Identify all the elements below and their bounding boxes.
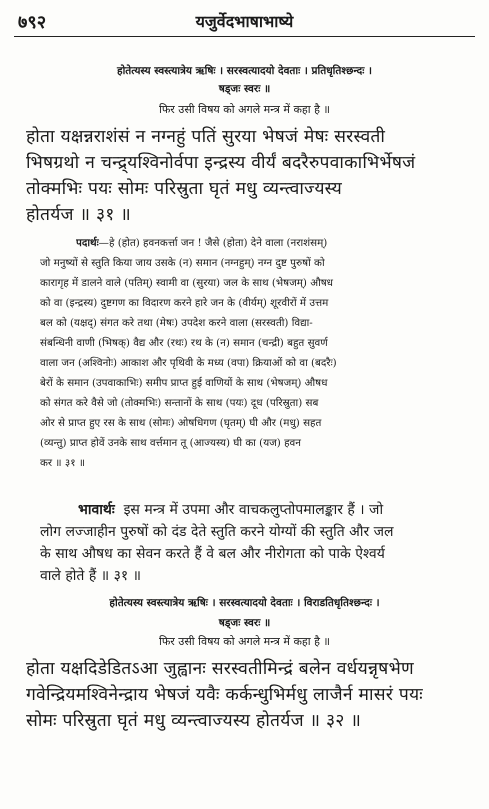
padartha-line: (व्यन्तु) प्राप्त होवें उनके साथ वर्त्तमान तू (आज्यस्य) घी का (यज) हवन xyxy=(40,437,301,449)
padartha-line: को संगत करे वैसे जो (तोक्मभिः) सन्तानों के साथ (पयः) दूध (परिस्रुता) सब xyxy=(40,397,319,409)
padartha-label: पदार्थः xyxy=(76,237,99,249)
mantra-32-svara: षड्जः स्वरः ॥ xyxy=(218,617,271,629)
padartha-line xyxy=(76,236,473,250)
running-title: यजुर्वेदभाषाभाष्ये xyxy=(195,12,294,31)
mantra-31-svara: षड्जः स्वरः ॥ xyxy=(218,83,271,95)
mantra-32-line: गवेन्द्रियमश्विनेन्द्राय भेषजं यवैः कर्कन्धुभिर्मधु लाजैर्न मासरं पयः xyxy=(26,685,423,705)
padartha-line: ओर से प्राप्त हुए रस के साथ (सोमः) ओषधिगण (घृतम्) घी और (मधु) सहत xyxy=(40,417,322,429)
mantra-32-line: होता यक्षदिडेडितऽआ जुह्वानः सरस्वतीमिन्द्रं बलेन वर्धयन्नृषभेण xyxy=(26,659,414,679)
padartha-line: बल को (यक्षद्) संगत करे तथा (मेषः) उपदेश करने वाला (सरस्वती) विद्या- xyxy=(40,317,313,329)
bhavartha-line: के साथ औषध का सेवन करते हैं वे बल और नीरोगता को पाके ऐश्वर्य xyxy=(40,546,385,562)
padartha-line: कारागृह में डालने वाले (पतिम्) स्वामी वा (सुरया) जल के साथ (भेषजम्) औषध xyxy=(40,277,334,289)
padartha-line: कर ॥ ३१ ॥ xyxy=(40,457,85,469)
padartha-line: वाला जन (अश्विनोः) आकाश और पृथिवी के मध्य (वपा) क्रियाओं को वा (बदरैः) xyxy=(40,357,337,369)
mantra-31-line: होता यक्षन्नराशंसं न नग्नहुं पतिं सुरया भेषजं मेषः सरस्वती xyxy=(26,127,386,147)
mantra-31-line: तोक्मभिः पयः सोमः परिस्रुता घृतं मधु व्यन्त्वाज्यस्य xyxy=(26,179,343,199)
mantra-31-meta: होतेत्यस्य स्वस्त्यात्रेय ऋषिः । सरस्वत्यादयो देवताः । प्रतिधृतिश्छन्दः । xyxy=(117,65,372,77)
bhavartha-label: भावार्थः xyxy=(78,502,115,518)
mantra-32-line: सोमः परिस्रुता घृतं मधु व्यन्त्वाज्यस्य होतर्यज ॥ ३२ ॥ xyxy=(26,711,362,731)
padartha-line: को वा (इन्द्रस्य) दुष्टगण का विदारण करने हारे जन के (वीर्यम्) शूरवीरों में उत्तम xyxy=(40,297,329,309)
padartha-line: संबन्धिनी वाणी (भिषक्) वैद्य और (रथः) रथ के (न) समान (चन्द्री) बहुत सुवर्ण xyxy=(40,337,328,349)
mantra-32-meta: होतेत्यस्य स्वस्त्यात्रेय ऋषिः । सरस्वत्यादयो देवताः । विराडतिधृतिश्छन्दः । xyxy=(109,597,380,609)
page-number: ७९२ xyxy=(18,12,47,33)
mantra-31-line: भिषग्रथो न चन्द्र्यश्विनोर्वपा इन्द्रस्य वीर्यं बदरैरुपवाकाभिर्भेषजं xyxy=(26,153,416,173)
mantra-31-intro: फिर उसी विषय को अगले मन्त्र में कहा है ॥ xyxy=(158,103,331,116)
header-rule xyxy=(14,36,475,37)
bhavartha-line: लोग लज्जाहीन पुरुषों को दंड देते स्तुति करने योग्यों की स्तुति और जल xyxy=(40,524,394,540)
bhavartha-line xyxy=(78,500,473,519)
padartha-text: —हे (होत) हवनकर्त्ता जन ! जैसे (होता) देने वाला (नराशंसम्) xyxy=(98,237,328,249)
mantra-31-line: होतर्यज ॥ ३१ ॥ xyxy=(26,205,131,225)
bhavartha-text: इस मन्त्र में उपमा और वाचकलुप्तोपमालङ्कार हैं । जो xyxy=(123,502,384,518)
bhavartha-line: वाले होते हैं ॥ ३१ ॥ xyxy=(40,568,141,584)
mantra-32-intro: फिर उसी विषय को अगले मन्त्र में कहा है ॥ xyxy=(158,635,331,648)
padartha-line: बेरों के समान (उपवाकाभिः) समीप प्राप्त हुई वाणियों के साथ (भेषजम्) औषध xyxy=(40,377,328,389)
page-header xyxy=(14,0,475,50)
padartha-line: जो मनुष्यों से स्तुति किया जाय उसके (न) समान (नग्नहुम्) नग्न दुष्ट पुरुषों को xyxy=(40,257,325,269)
